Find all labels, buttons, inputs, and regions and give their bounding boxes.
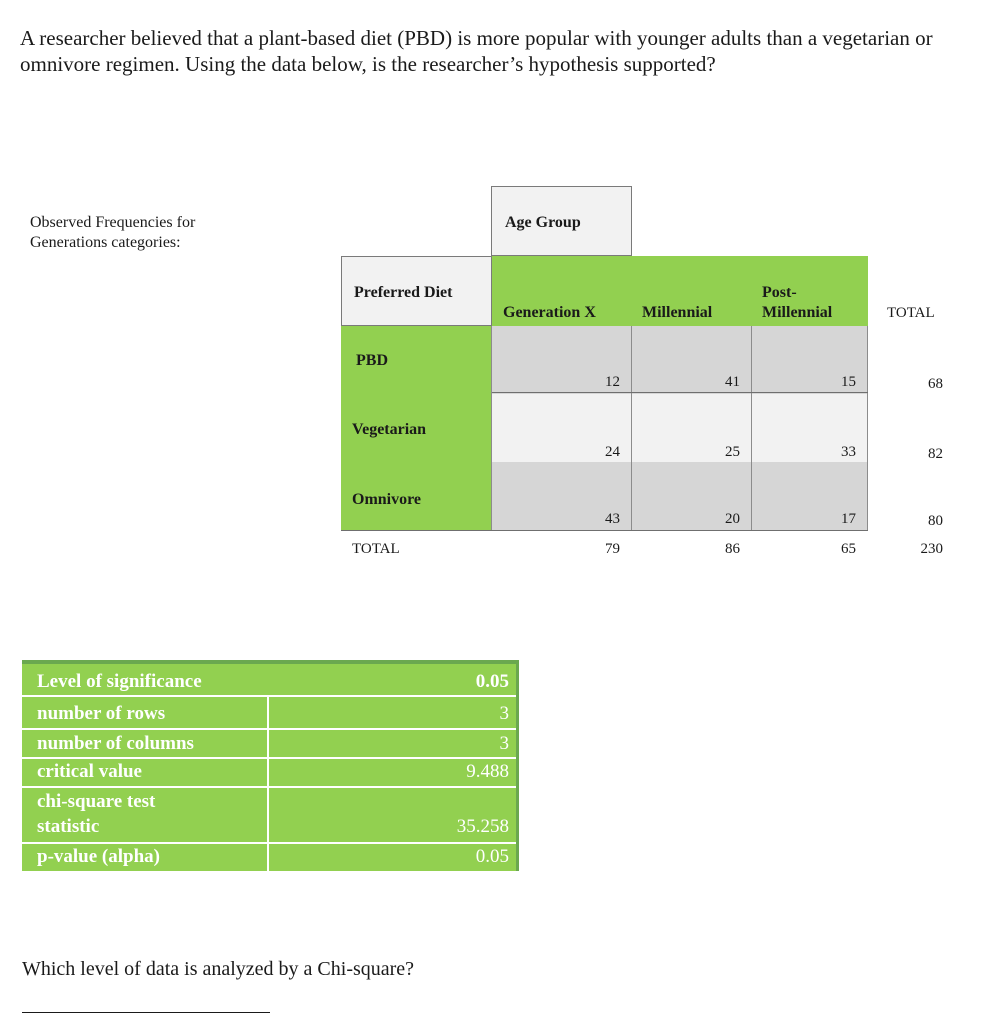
stat-divider xyxy=(22,786,516,788)
cell-pbd-post-millennial: 15 xyxy=(841,374,856,390)
rows-value: 3 xyxy=(499,703,509,724)
total-millennial: 86 xyxy=(725,541,740,557)
rows-label: number of rows xyxy=(37,703,166,724)
chi-square-value: 35.258 xyxy=(456,816,509,837)
col-header-post-millennial-line2: Millennial xyxy=(762,304,833,321)
total-generation-x: 79 xyxy=(605,541,620,557)
observed-frequencies-label: Observed Frequencies for Generations categories: xyxy=(30,214,196,251)
age-group-header: Age Group xyxy=(491,186,632,256)
grid-line xyxy=(341,530,868,531)
critical-value-label: critical value xyxy=(37,761,142,782)
chi-square-label-line1: chi-square test xyxy=(37,791,156,812)
cell-vegetarian-generation-x: 24 xyxy=(605,444,620,460)
row-label-pbd: PBD xyxy=(356,352,388,369)
col-header-total: TOTAL xyxy=(887,305,935,321)
answer-blank-line[interactable] xyxy=(22,1012,270,1013)
cell-pbd-generation-x: 12 xyxy=(605,374,620,390)
chi-square-label-line2: statistic xyxy=(37,816,100,837)
stat-divider xyxy=(22,757,516,759)
grid-line xyxy=(751,326,752,530)
cell-omnivore-generation-x: 43 xyxy=(605,511,620,527)
p-value: 0.05 xyxy=(475,846,509,867)
stat-divider xyxy=(22,728,516,730)
cell-pbd-total: 68 xyxy=(928,376,943,392)
p-value-label: p-value (alpha) xyxy=(37,846,160,867)
stat-divider xyxy=(22,842,516,844)
cell-omnivore-total: 80 xyxy=(928,513,943,529)
cell-omnivore-millennial: 20 xyxy=(725,511,740,527)
stat-divider xyxy=(267,697,269,871)
cell-vegetarian-millennial: 25 xyxy=(725,444,740,460)
grid-line xyxy=(491,326,492,530)
question-2-text: Which level of data is analyzed by a Chi-square? xyxy=(22,958,415,980)
grid-line xyxy=(492,392,868,393)
total-post-millennial: 65 xyxy=(841,541,856,557)
significance-value: 0.05 xyxy=(475,671,509,692)
preferred-diet-header: Preferred Diet xyxy=(341,256,492,326)
grand-total: 230 xyxy=(920,541,943,557)
significance-label: Level of significance xyxy=(37,671,202,692)
col-header-generation-x: Generation X xyxy=(503,304,596,321)
totals-row-label: TOTAL xyxy=(352,541,400,557)
row-label-omnivore: Omnivore xyxy=(352,491,422,508)
cell-vegetarian-post-millennial: 33 xyxy=(841,444,856,460)
grid-line xyxy=(631,326,632,530)
columns-value: 3 xyxy=(499,733,509,754)
critical-value: 9.488 xyxy=(466,761,509,782)
col-header-post-millennial-line1: Post- xyxy=(762,284,797,301)
row-label-vegetarian: Vegetarian xyxy=(352,421,427,438)
question-text: A researcher believed that a plant-based diet (PBD) is more popular with younger adults than a vegetarian or omnivore regimen. Using the data below, is the researcher’s hypothesis supported? xyxy=(20,26,933,76)
cell-vegetarian-total: 82 xyxy=(928,446,943,462)
cell-pbd-millennial: 41 xyxy=(725,374,740,390)
col-header-millennial: Millennial xyxy=(642,304,713,321)
cell-omnivore-post-millennial: 17 xyxy=(841,511,856,527)
grid-line xyxy=(867,326,868,530)
columns-label: number of columns xyxy=(37,733,194,754)
stat-divider xyxy=(22,695,516,697)
